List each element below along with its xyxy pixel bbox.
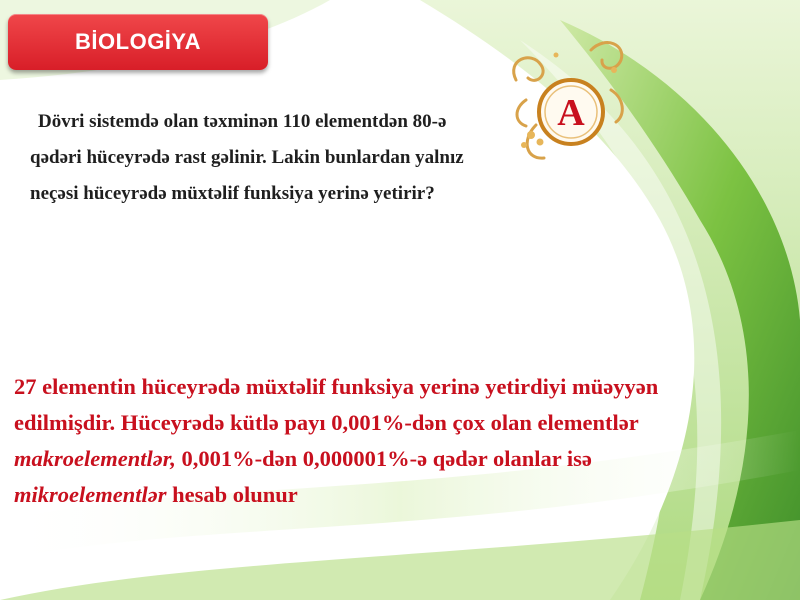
ornamental-letter-logo <box>496 30 636 170</box>
answer-part-1: 27 elementin hüceyrədə müxtəlif funksiya yerinə yetirdiyi müəyyən edilmişdir. Hüceyrədə kütlə payı 0,001%-dən çox olan elementlər <box>14 374 659 435</box>
question-text: Dövri sistemdə olan təxminən 110 elementdən 80-ə qədəri hüceyrədə rast gəlinir. Lakin bunlardan yalnız neçəsi hüceyrədə müxtəlif funksiya yerinə yetirir? <box>30 111 464 204</box>
logo-letter: A <box>557 92 585 134</box>
answer-text <box>14 369 674 513</box>
subject-badge-label: BİOLOGİYA <box>75 29 201 54</box>
answer-part-2: 0,001%-dən 0,000001%-ə qədər olanlar isə <box>175 446 592 471</box>
answer-part-3: hesab olunur <box>166 482 298 507</box>
answer-term-microelements: mikroelementlər <box>14 482 167 507</box>
answer-term-macroelements: makroelementlər, <box>14 446 176 471</box>
subject-badge <box>8 14 268 70</box>
